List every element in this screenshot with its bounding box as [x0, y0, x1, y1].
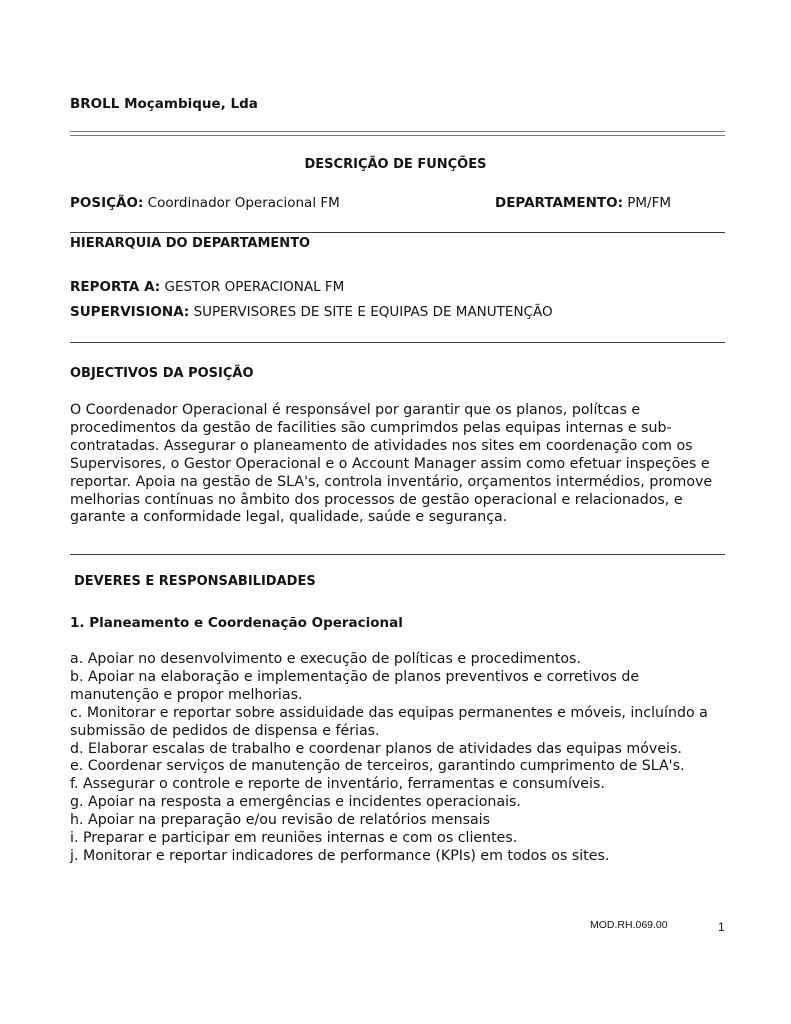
hierarchy-heading: HIERARQUIA DO DEPARTAMENTO: [70, 236, 311, 251]
objectives-heading: OBJECTIVOS DA POSIÇÃO: [70, 366, 254, 381]
list-item: d. Elaborar escalas de trabalho e coordenar planos de atividades das equipas móveis.: [70, 740, 682, 757]
document-title: DESCRIÇÃO DE FUNÇÕES: [304, 157, 487, 172]
position-label: POSIÇÃO:: [70, 195, 144, 211]
department-value: PM/FM: [627, 195, 672, 211]
duties-heading: DEVERES E RESPONSABILIDADES: [74, 574, 316, 589]
list-item: b. Apoiar na elaboração e implementação de planos preventivos e corretivos de manutenção e propor melhorias.: [70, 668, 640, 703]
company-name: BROLL Moçambique, Lda: [70, 96, 258, 112]
form-code: MOD.RH.069.00: [590, 919, 668, 931]
supervises-label: SUPERVISIONA:: [70, 304, 190, 320]
list-item: g. Apoiar na resposta a emergências e incidentes operacionais.: [70, 794, 521, 811]
reports-to-line: [70, 279, 344, 295]
header-rule-bottom: [70, 135, 725, 136]
list-item: i. Preparar e participar em reuniões internas e com os clientes.: [70, 830, 518, 847]
objectives-paragraph: O Coordenador Operacional é responsável por garantir que os planos, polítcas e procedimentos da gestão de facilities são cumprimdos pelas equipas internas e sub-contratadas. Assegurar o planeamento de atividades nos sites em coordenação com os Supervisores, o Gestor Operacional e o Account Manager assim como efetuar inspeções e reportar. Apoia na gestão de SLA's, controla inventário, orçamentos intermédios, promove melhorias contínuas no âmbito dos processos de gestão operacional e relacionados, e garante a conformidade legal, qualidade, saúde e segurança.: [70, 402, 713, 526]
department-label: DEPARTAMENTO:: [495, 195, 623, 211]
divider: [70, 232, 725, 233]
divider: [70, 342, 725, 343]
duties-list: [70, 651, 730, 866]
list-item: h. Apoiar na preparação e/ou revisão de relatórios mensais: [70, 812, 490, 829]
department-line: [495, 195, 671, 211]
list-item: e. Coordenar serviços de manutenção de terceiros, garantindo cumprimento de SLA's.: [70, 758, 685, 775]
list-item: a. Apoiar no desenvolvimento e execução de políticas e procedimentos.: [70, 651, 581, 667]
page-number: 1: [718, 920, 725, 934]
supervises-line: [70, 304, 553, 320]
list-item: c. Monitorar e reportar sobre assiduidade das equipas permanentes e móveis, incluíndo a submissão de pedidos de dispensa e férias.: [70, 704, 708, 739]
header-rule-top: [70, 131, 725, 132]
duties-subheading: 1. Planeamento e Coordenação Operacional: [70, 615, 403, 631]
position-value: Coordinador Operacional FM: [147, 195, 340, 211]
list-item: f. Assegurar o controle e reporte de inventário, ferramentas e consumíveis.: [70, 776, 605, 793]
position-line: [70, 195, 340, 211]
list-item: j. Monitorar e reportar indicadores de performance (KPIs) em todos os sites.: [70, 847, 610, 864]
reports-to-value: GESTOR OPERACIONAL FM: [164, 279, 345, 295]
divider: [70, 554, 725, 555]
supervises-value: SUPERVISORES DE SITE E EQUIPAS DE MANUTENÇÃO: [193, 304, 553, 320]
reports-to-label: REPORTA A:: [70, 279, 161, 295]
